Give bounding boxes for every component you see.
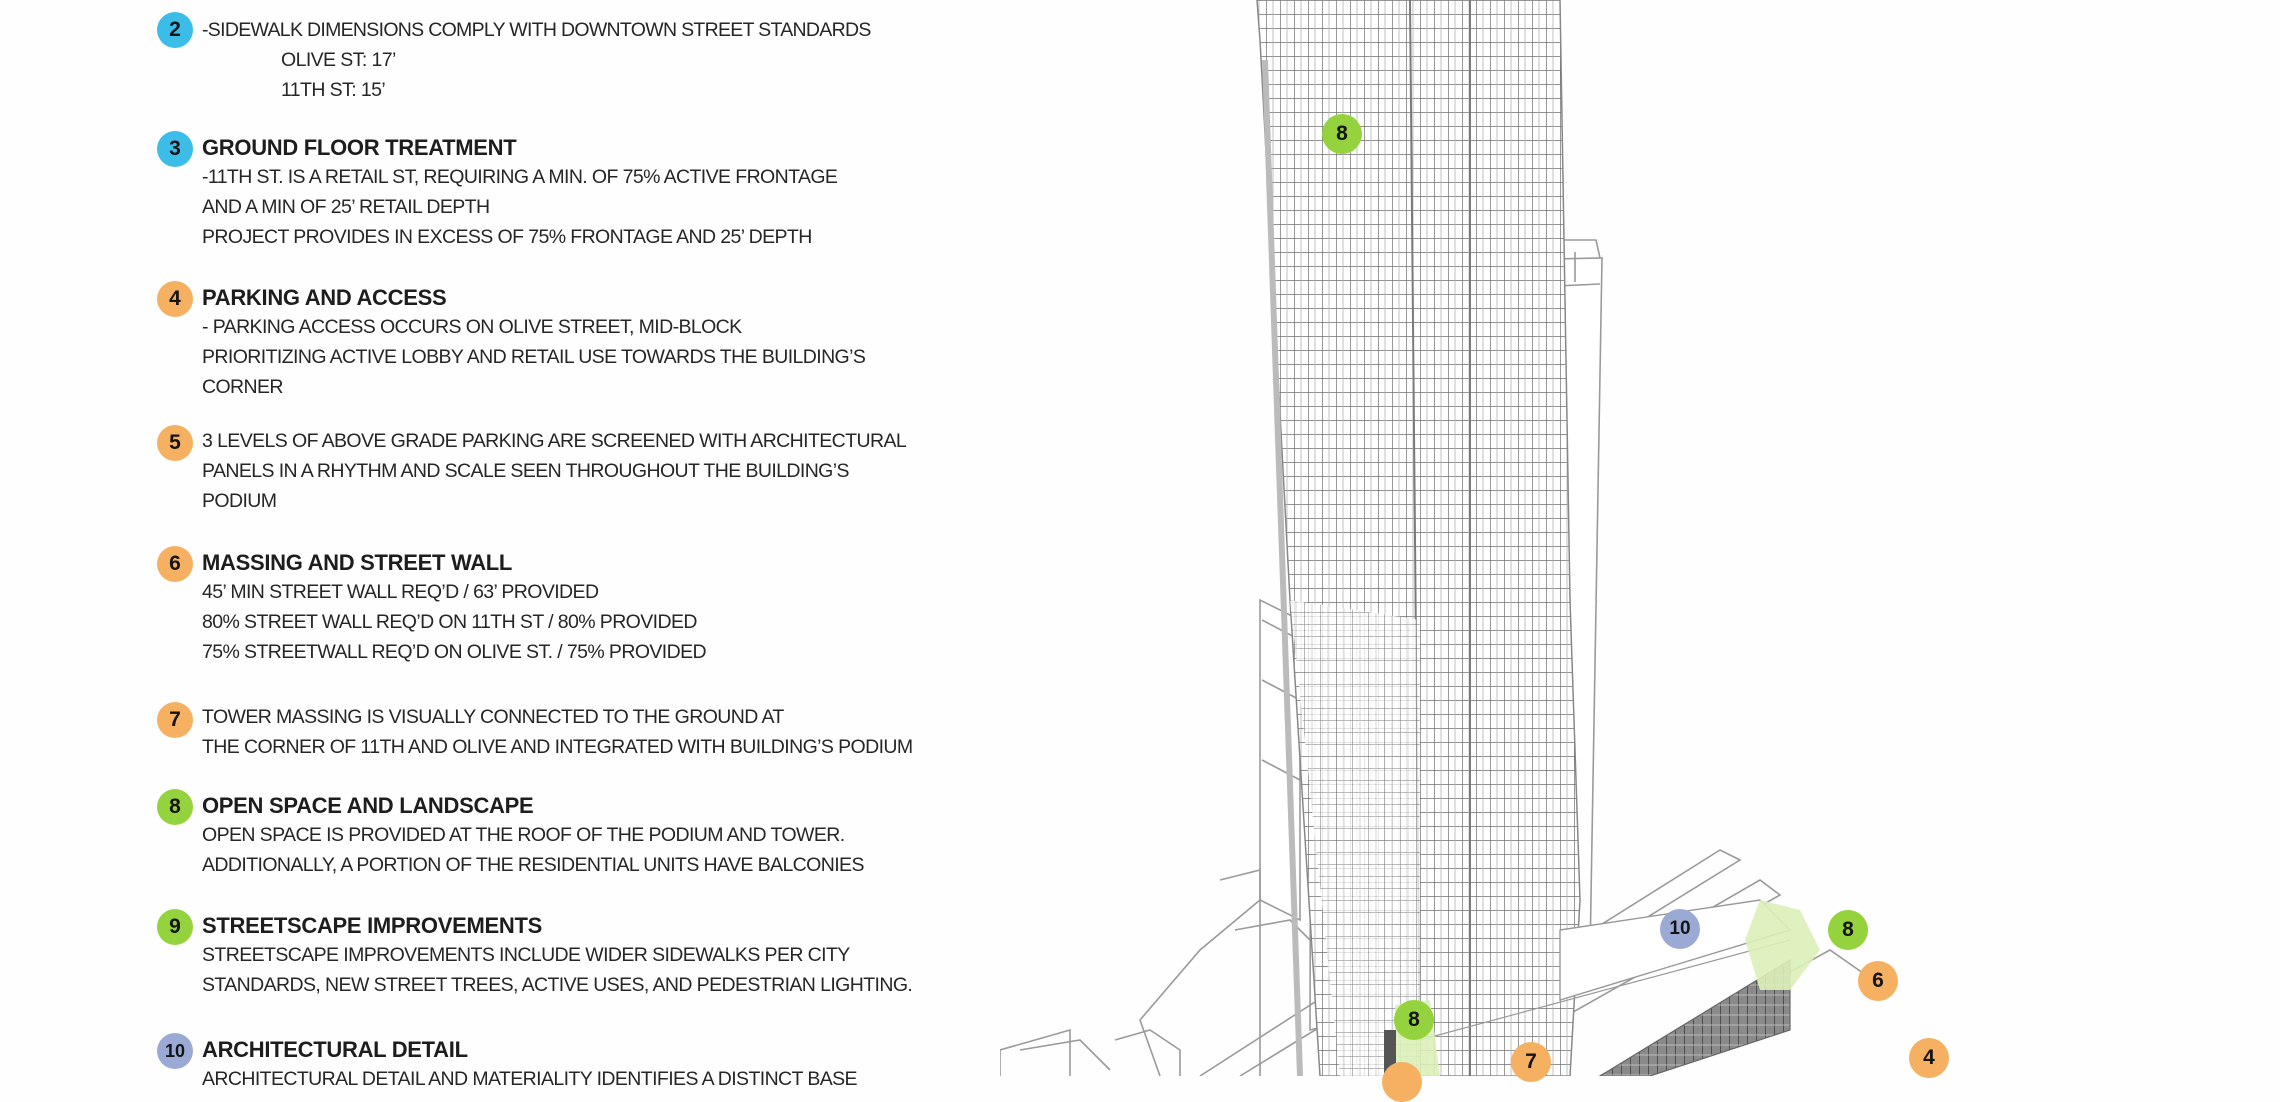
legend-text-line: ARCHITECTURAL DETAIL AND MATERIALITY IDENTIFIES A DISTINCT BASE [202,1068,857,1090]
isometric-building-drawing [1000,0,2280,1076]
legend-text-line: STREETSCAPE IMPROVEMENTS INCLUDE WIDER SIDEWALKS PER CITY [202,944,850,966]
legend-text-line: 45’ MIN STREET WALL REQ’D / 63’ PROVIDED [202,581,599,603]
legend-item-content [202,15,1022,105]
legend-text-line: ADDITIONALLY, A PORTION OF THE RESIDENTIAL UNITS HAVE BALCONIES [202,854,864,876]
legend-item-content [202,792,1022,880]
legend-text-line: OLIVE ST: 17’ [281,49,396,71]
building-linework [1000,0,2280,1076]
callout-marker-7: 7 [1511,1042,1551,1082]
legend-item-title: PARKING AND ACCESS [202,285,447,310]
number-badge: 9 [157,909,193,945]
legend-item-content [202,702,1022,762]
legend-text-line: PRIORITIZING ACTIVE LOBBY AND RETAIL USE TOWARDS THE BUILDING’S [202,346,866,368]
legend-text-line: - PARKING ACCESS OCCURS ON OLIVE STREET, MID-BLOCK [202,316,742,338]
callout-marker-8: 8 [1394,1000,1434,1040]
legend-text-line: CORNER [202,376,283,398]
legend-panel [0,0,1000,1090]
legend-text-line: PODIUM [202,490,277,512]
legend-text-line: 3 LEVELS OF ABOVE GRADE PARKING ARE SCREENED WITH ARCHITECTURAL [202,430,907,452]
legend-text-line: STANDARDS, NEW STREET TREES, ACTIVE USES, AND PEDESTRIAN LIGHTING. [202,974,913,996]
legend-item-title: GROUND FLOOR TREATMENT [202,135,517,160]
legend-item-title: ARCHITECTURAL DETAIL [202,1037,468,1062]
legend-text-line: PANELS IN A RHYTHM AND SCALE SEEN THROUGHOUT THE BUILDING’S [202,460,849,482]
legend-item-content [202,1036,1022,1094]
legend-text-line: PROJECT PROVIDES IN EXCESS OF 75% FRONTAGE AND 25’ DEPTH [202,226,812,248]
legend-item-content [202,549,1022,667]
legend-text-line: AND A MIN OF 25’ RETAIL DEPTH [202,196,490,218]
legend-text-line: 75% STREETWALL REQ’D ON OLIVE ST. / 75% PROVIDED [202,641,706,663]
legend-text-line: 11TH ST: 15’ [281,79,386,101]
legend-item-content [202,426,1022,516]
number-badge: 4 [157,281,193,317]
number-badge: 2 [157,12,193,48]
number-badge: 10 [157,1033,193,1069]
legend-text-line: 80% STREET WALL REQ’D ON 11TH ST / 80% PROVIDED [202,611,697,633]
callout-marker-8: 8 [1322,114,1362,154]
callout-marker-10: 10 [1660,909,1700,949]
callout-marker-partial [1382,1062,1422,1102]
number-badge: 3 [157,131,193,167]
callout-marker-6: 6 [1858,961,1898,1001]
number-badge: 5 [157,425,193,461]
number-badge: 8 [157,789,193,825]
legend-text-line: OPEN SPACE IS PROVIDED AT THE ROOF OF THE PODIUM AND TOWER. [202,824,845,846]
legend-item-title: OPEN SPACE AND LANDSCAPE [202,793,534,818]
legend-text-line: -11TH ST. IS A RETAIL ST, REQUIRING A MIN. OF 75% ACTIVE FRONTAGE [202,166,838,188]
callout-marker-8: 8 [1828,910,1868,950]
legend-text-line: THE CORNER OF 11TH AND OLIVE AND INTEGRATED WITH BUILDING’S PODIUM [202,736,913,758]
legend-item-title: STREETSCAPE IMPROVEMENTS [202,913,542,938]
number-badge: 6 [157,546,193,582]
legend-item-content [202,912,1022,1000]
number-badge: 7 [157,702,193,738]
legend-text-line: -SIDEWALK DIMENSIONS COMPLY WITH DOWNTOWN STREET STANDARDS [202,19,871,41]
callout-marker-4: 4 [1909,1038,1949,1078]
legend-text-line: TOWER MASSING IS VISUALLY CONNECTED TO THE GROUND AT [202,706,784,728]
legend-item-title: MASSING AND STREET WALL [202,550,513,575]
legend-item-content [202,284,1022,402]
legend-item-content [202,134,1022,252]
